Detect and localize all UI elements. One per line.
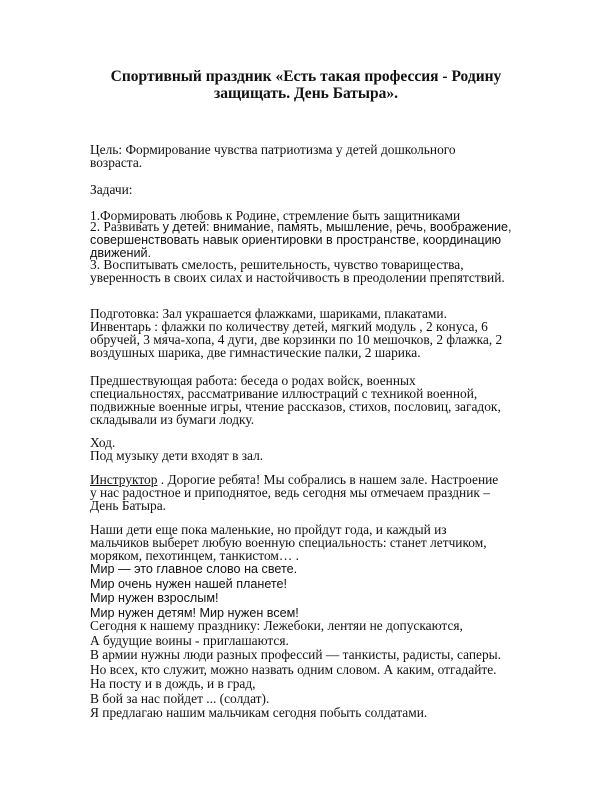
goal-line-2: возраста.: [90, 155, 143, 170]
closing-line-4: Но всех, кто служит, можно назвать одним словом. А каким, отгадайте.: [90, 661, 497, 677]
instructor-line-3: День Батыра.: [90, 498, 166, 513]
pre-line-2: специальностях, рассматривание иллюстраций с техникой военной,: [90, 386, 478, 401]
kids-line-1: Наши дети еще пока маленькие, но пройдут года, и каждый из: [90, 522, 447, 537]
pre-line-4: складывали из бумаги лодку.: [90, 412, 255, 427]
prep-line-1: Подготовка: Зал украшается флажками, шариками, плакатами.: [90, 306, 447, 321]
tasks-heading-text: Задачи:: [90, 182, 133, 197]
course-heading: Ход.: [90, 435, 116, 450]
kids-line-3: моряком, пехотинцем, танкистом… .: [90, 548, 299, 563]
poem: [90, 562, 530, 620]
title-line-1: Спортивный праздник «Есть такая профессия - Родину: [110, 68, 502, 85]
instructor-paragraph: [90, 473, 530, 512]
task-2-line-2: совершенствовать навык ориентировки в пространстве, координацию: [90, 233, 502, 247]
preparation-paragraph: [90, 307, 530, 359]
task-2-line-3: движений.: [90, 246, 152, 260]
title-line-2: защищать. День Батыра».: [213, 85, 399, 102]
inventory-line-2: обручей, 3 мяча-хопа, 4 дуги, две корзинки по 10 мешочков, 2 флажка, 2: [90, 332, 503, 347]
course-paragraph: [90, 436, 530, 462]
poem-line-4: Мир нужен детям! Мир нужен всем!: [90, 605, 299, 620]
goal-line-1: Цель: Формирование чувства патриотизма у детей дошкольного: [90, 142, 456, 157]
closing-line-5: На посту и в дождь, и в град,: [90, 676, 256, 691]
inventory-line-1: Инвентарь : флажки по количеству детей, мягкий модуль , 2 конуса, 6: [90, 319, 488, 334]
preliminary-work-paragraph: [90, 374, 530, 426]
pre-line-1: Предшествующая работа: беседа о родах войск, военных: [90, 373, 416, 388]
task-2: [90, 220, 530, 260]
kids-paragraph: [90, 523, 530, 562]
task-1-text: 1.Формировать любовь к Родине, стремление быть защитниками: [90, 208, 461, 223]
closing-line-1: Сегодня к нашему празднику: Лежебоки, лентяи не допускаются,: [90, 618, 463, 633]
poem-line-1: Мир — это главное слово на свете.: [90, 562, 298, 576]
task-2-prefix: 2. Развивать: [90, 219, 163, 234]
closing-paragraph: [90, 619, 530, 721]
document-title: [96, 68, 516, 102]
instructor-label: Инструктор: [90, 472, 158, 487]
task-3-line-2: уверенность в своих силах и настойчивость в преодолении препятствий.: [90, 270, 505, 285]
task-3: [90, 258, 530, 284]
inventory-line-3: воздушных шарика, две гимнастические палки, 2 шарика.: [90, 345, 421, 360]
goal-paragraph: [90, 143, 530, 169]
task-2-rest: у детей: внимание, память, мышление, речь, воображение,: [162, 220, 512, 234]
closing-line-6: В бой за нас пойдет ... (солдат).: [90, 690, 270, 706]
poem-line-2: Мир очень нужен нашей планете!: [90, 576, 288, 591]
instructor-line-2: у нас радостное и приподнятое, ведь сегодня мы отмечаем праздник –: [90, 485, 490, 500]
instructor-line-1: . Дорогие ребята! Мы собрались в нашем зале. Настроение: [157, 472, 499, 487]
closing-line-2: А будущие воины - приглашаются.: [90, 632, 289, 648]
closing-line-3: В армии нужны люди разных профессий — танкисты, радисты, саперы.: [90, 647, 502, 662]
tasks-heading: [90, 183, 530, 196]
poem-line-3: Мир нужен взрослым!: [90, 591, 219, 605]
kids-line-2: мальчиков выберет любую военную специальность: станет летчиком,: [90, 535, 487, 550]
closing-line-7: Я предлагаю нашим мальчикам сегодня побыть солдатами.: [90, 705, 428, 720]
pre-line-3: подвижные военные игры, чтение рассказов, стихов, пословиц, загадок,: [90, 399, 501, 414]
course-line: Под музыку дети входят в зал.: [90, 448, 264, 463]
task-3-line-1: 3. Воспитывать смелость, решительность, чувство товарищества,: [90, 257, 464, 272]
